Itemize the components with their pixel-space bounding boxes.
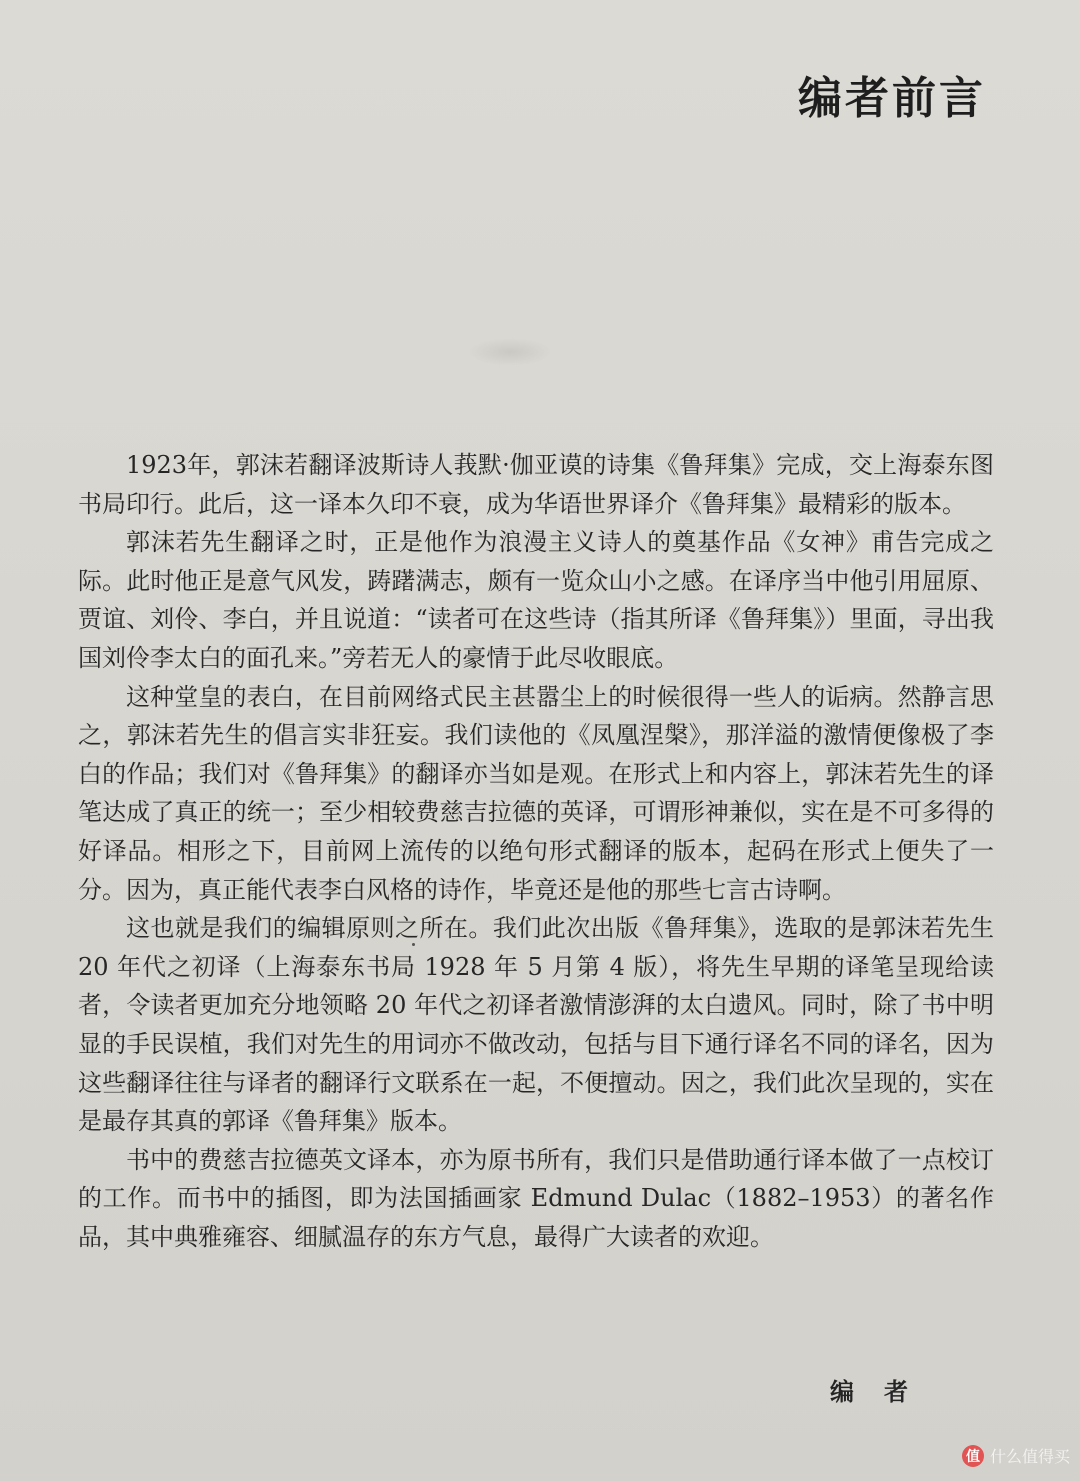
ink-dot — [412, 943, 415, 946]
watermark-logo-icon: 值 — [962, 1445, 984, 1467]
print-smudge — [468, 338, 552, 366]
paragraph-4: 这也就是我们的编辑原则之所在。我们此次出版《鲁拜集》，选取的是郭沫若先生 20 年代之初译（上海泰东书局 1928 年 5 月第 4 版），将先生早期的译笔呈现给读者，令读者更加充分地领略 20 年代之初译者激情澎湃的太白遗风。同时，除了书中明显的手民误植，我们对先生的用词亦不做改动，包括与目下通行译名不同的译名，因为这些翻译往往与译者的翻译行文联系在一起，不便擅动。因之，我们此次呈现的，实在是最存其真的郭译《鲁拜集》版本。 — [78, 914, 994, 1136]
page-title: 编者前言 — [798, 73, 986, 124]
paragraph-1: 1923年，郭沫若翻译波斯诗人莪默·伽亚谟的诗集《鲁拜集》完成，交上海泰东图书局印行。此后，这一译本久印不衰，成为华语世界译介《鲁拜集》最精彩的版本。 — [78, 451, 994, 518]
paragraph-5: 书中的费慈吉拉德英文译本，亦为原书所有，我们只是借助通行译本做了一点校订的工作。而书中的插图，即为法国插画家 Edmund Dulac（1882–1953）的著名作品，其中典雅雍容、细腻温存的东方气息，最得广大读者的欢迎。 — [78, 1145, 994, 1251]
preface-body — [78, 446, 994, 1256]
paragraph-2: 郭沫若先生翻译之时，正是他作为浪漫主义诗人的奠基作品《女神》甫告完成之际。此时他正是意气风发，踌躇满志，颇有一览众山小之感。在译序当中他引用屈原、贾谊、刘伶、李白，并且说道：“读者可在这些诗（指其所译《鲁拜集》）里面，寻出我国刘伶李太白的面孔来。”旁若无人的豪情于此尽收眼底。 — [78, 528, 994, 672]
watermark-text: 什么值得买 — [989, 1447, 1070, 1466]
signature: 编者 — [830, 1378, 938, 1406]
paragraph-3: 这种堂皇的表白，在目前网络式民主甚嚣尘上的时候很得一些人的诟病。然静言思之，郭沫若先生的倡言实非狂妄。我们读他的《凤凰涅槃》，那洋溢的激情便像极了李白的作品；我们对《鲁拜集》的翻译亦当如是观。在形式上和内容上，郭沫若先生的译笔达成了真正的统一；至少相较费慈吉拉德的英译，可谓形神兼似，实在是不可多得的好译品。相形之下，目前网上流传的以绝句形式翻译的版本，起码在形式上便失了一分。因为，真正能代表李白风格的诗作，毕竟还是他的那些七言古诗啊。 — [78, 682, 994, 904]
watermark — [962, 1444, 1070, 1467]
